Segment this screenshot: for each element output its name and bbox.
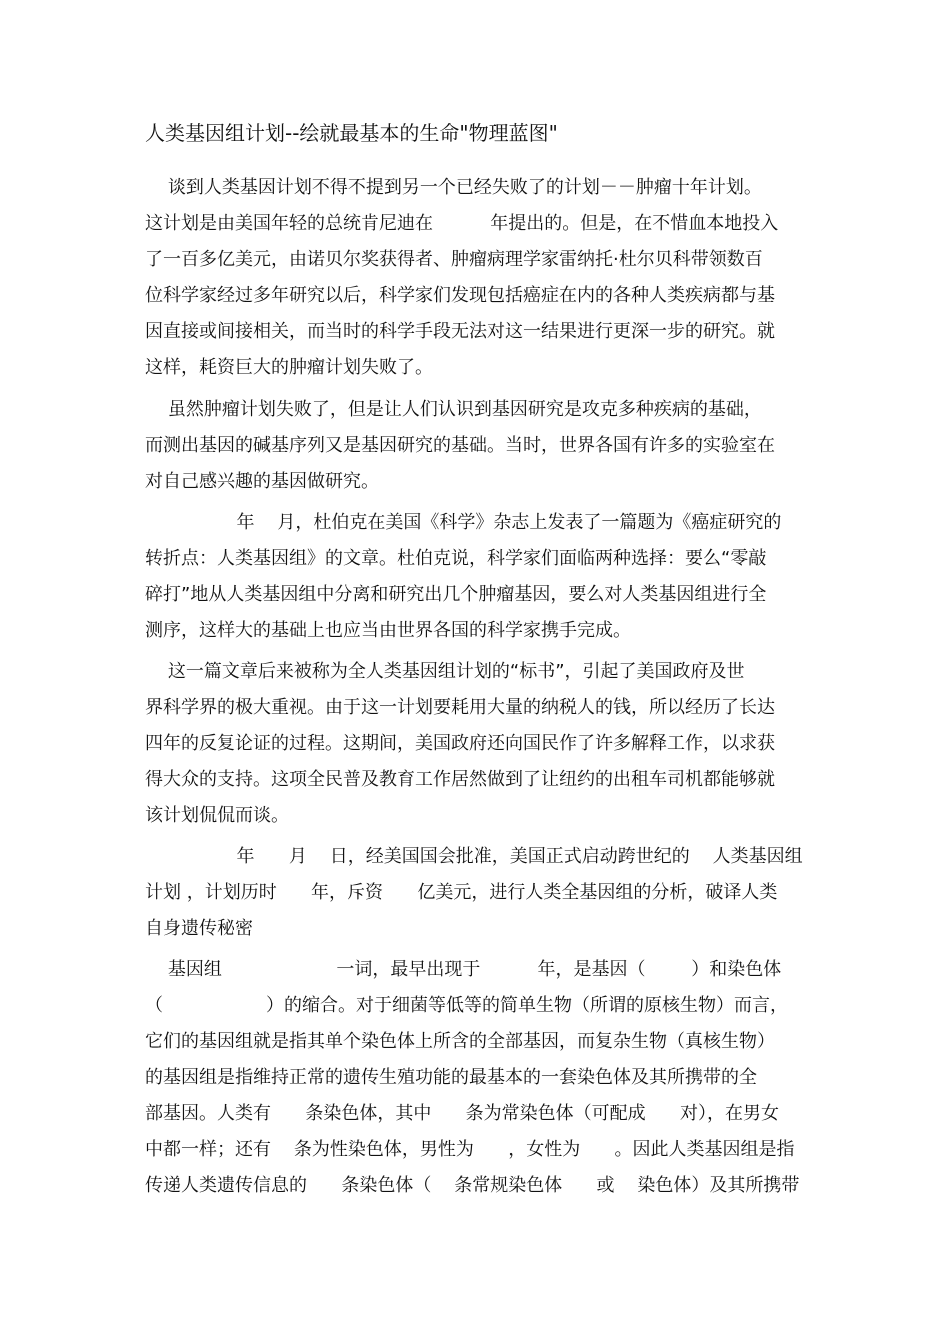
text-line: 计划 ，计划历时 年，斥资 亿美元，进行人类全基因组的分析，破译人类 (145, 882, 778, 903)
text-line: 了一百多亿美元，由诺贝尔奖获得者、肿瘤病理学家雷纳托·杜尔贝科带领数百 (145, 249, 763, 270)
text-line: 测序，这样大的基础上也应当由世界各国的科学家携手完成。 (145, 620, 631, 641)
text-line: 虽然肿瘤计划失败了，但是让人们认识到基因研究是攻克多种疾病的基础， (145, 399, 762, 420)
text-line: 该计划侃侃而谈。 (145, 805, 289, 826)
text-line: 碎打”地从人类基因组中分离和研究出几个肿瘤基因，要么对人类基因组进行全 (145, 584, 767, 605)
text-line: （ ）的缩合。对于细菌等低等的简单生物（所谓的原核生物）而言， (145, 995, 788, 1016)
text-line: 界科学界的极大重视。由于这一计划要耗用大量的纳税人的钱，所以经历了长达 (145, 697, 775, 718)
text-line: 的基因组是指维持正常的遗传生殖功能的最基本的一套染色体及其所携带的全 (145, 1067, 757, 1088)
text-line: 自身遗传秘密 (145, 918, 253, 939)
text-line: 转折点：人类基因组》的文章。杜伯克说，科学家们面临两种选择：要么“零敲 (145, 548, 767, 569)
text-line: 中都一样；还有 条为性染色体，男性为 ，女性为 。因此人类基因组是指 (145, 1139, 795, 1160)
text-line: 部基因。人类有 条染色体，其中 条为常染色体（可配成 对），在男女 (145, 1103, 779, 1124)
text-line: 因直接或间接相关，而当时的科学手段无法对这一结果进行更深一步的研究。就 (145, 321, 775, 342)
text-line: 年 月，杜伯克在美国《科学》杂志上发表了一篇题为《癌症研究的 (145, 512, 782, 533)
document-title: 人类基因组计划--绘就最基本的生命"物理蓝图" (145, 121, 558, 145)
text-line: 这计划是由美国年轻的总统肯尼迪在 年提出的。但是，在不惜血本地投入 (145, 213, 779, 234)
text-line: 这样，耗资巨大的肿瘤计划失败了。 (145, 357, 433, 378)
text-line: 得大众的支持。这项全民普及教育工作居然做到了让纽约的出租车司机都能够就 (145, 769, 775, 790)
text-line: 基因组 一词，最早出现于 年，是基因（ ）和染色体 (145, 959, 782, 980)
text-line: 这一篇文章后来被称为全人类基因组计划的“标书”，引起了美国政府及世 (145, 661, 745, 682)
text-line: 对自己感兴趣的基因做研究。 (145, 471, 379, 492)
text-line: 它们的基因组就是指其单个染色体上所含的全部基因，而复杂生物（真核生物） (145, 1031, 775, 1052)
text-line: 而测出基因的碱基序列又是基因研究的基础。当时，世界各国有许多的实验室在 (145, 435, 775, 456)
text-line: 年 月 日，经美国国会批准，美国正式启动跨世纪的 人类基因组 (145, 846, 803, 867)
text-line: 位科学家经过多年研究以后，科学家们发现包括癌症在内的各种人类疾病都与基 (145, 285, 775, 306)
text-line: 谈到人类基因计划不得不提到另一个已经失败了的计划－－肿瘤十年计划。 (145, 177, 762, 198)
text-line: 传递人类遗传信息的 条染色体（ 条常规染色体 或 染色体）及其所携带 (145, 1175, 800, 1196)
text-line: 四年的反复论证的过程。这期间，美国政府还向国民作了许多解释工作，以求获 (145, 733, 775, 754)
